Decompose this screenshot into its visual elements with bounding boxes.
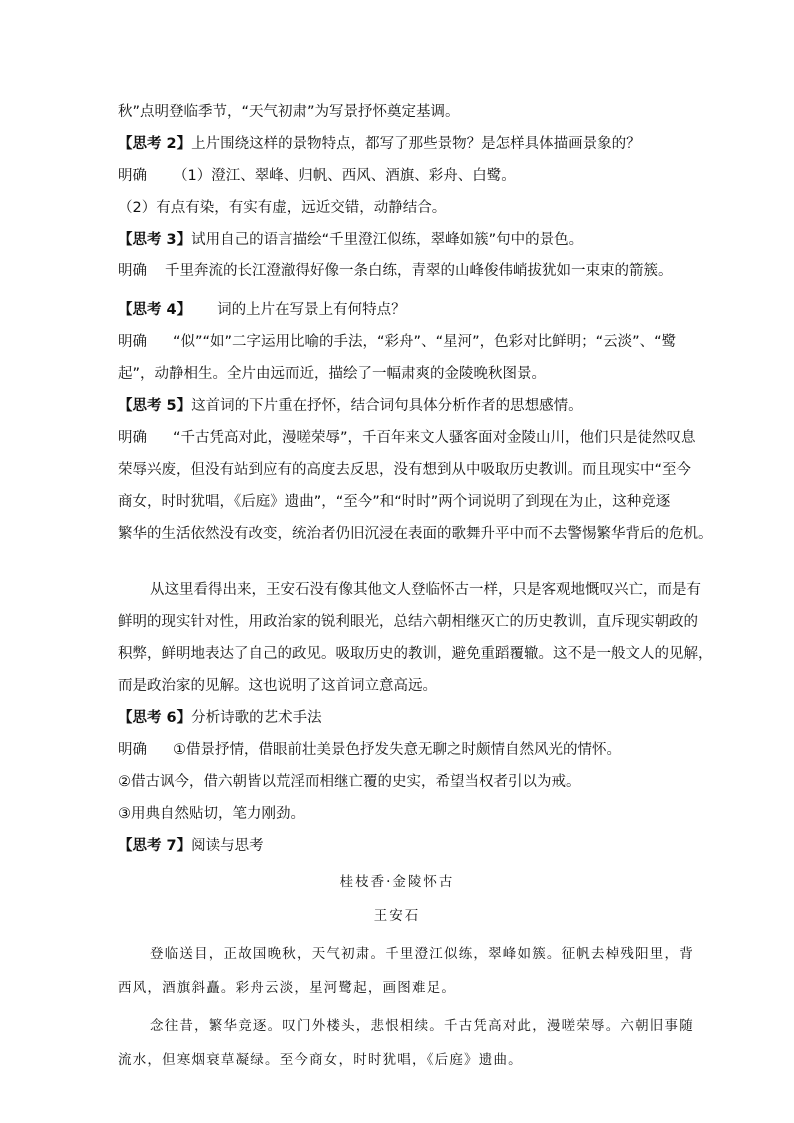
question-text: 阅读与思考 [191, 838, 264, 854]
question-5 [118, 396, 583, 416]
question-tag: 【思考 3】 [118, 232, 192, 248]
paragraph-line: ③用典自然贴切，笔力刚劲。 [118, 806, 305, 822]
answer-text: “千古凭高对此，漫嗟荣辱”，千百年来文人骚客面对金陵山川，他们只是徒然叹息 [173, 430, 696, 446]
question-text: 这首词的下片重在抒怀，结合词句具体分析作者的思想感情。 [191, 398, 583, 414]
answer-text: ①借景抒情，借眼前壮美景色抒发失意无聊之时颇情自然风光的情怀。 [173, 742, 621, 758]
answer-line [118, 428, 696, 448]
question-text: 分析诗歌的艺术手法 [191, 710, 322, 726]
answer-label: 明确 [118, 742, 147, 758]
answer-label: 明确 [118, 263, 147, 279]
poem-line: 流水，但寒烟衰草凝绿。至今商女，时时犹唱，《后庭》遗曲。 [118, 1052, 523, 1068]
poem-line: 念往昔，繁华竞逐。叹门外楼头，悲恨相续。千古凭高对此，漫嗟荣辱。六朝旧事随 [150, 1018, 694, 1034]
paragraph-line: 鲜明的现实针对性，用政治家的锐利眼光，总结六朝相继灭亡的历史教训，直斥现实朝政的 [118, 614, 698, 630]
question-2 [118, 134, 641, 154]
poem-line: 登临送目，正故国晚秋，天气初肃。千里澄江似练，翠峰如簇。征帆去棹残阳里，背 [150, 946, 694, 962]
question-3 [118, 230, 583, 250]
paragraph-line: 秋”点明登临季节，“天气初肃”为写景抒怀奠定基调。 [118, 104, 460, 120]
poem-title: 桂枝香·金陵怀古 [339, 874, 455, 890]
paragraph-line: 繁华的生活依然没有改变，统治者仍旧沉浸在表面的歌舞升平中而不去警惕繁华背后的危机。 [118, 526, 713, 542]
question-4 [118, 300, 406, 320]
answer-label: 明确 [118, 430, 147, 446]
question-tag: 【思考 7】 [118, 838, 192, 854]
answer-text: 千里奔流的长江澄澈得好像一条白练，青翠的山峰俊伟峭拔犹如一束束的箭簇。 [165, 263, 673, 279]
paragraph-line: 从这里看得出来，王安石没有像其他文人登临怀古一样，只是客观地慨叹兴亡，而是有 [150, 582, 701, 598]
paragraph-line: （2）有点有染，有实有虚，远近交错，动静结合。 [118, 200, 447, 216]
question-tag: 【思考 6】 [118, 710, 192, 726]
paragraph-line: 起”，动静相生。全片由远而近，描绘了一幅肃爽的金陵晚秋图景。 [118, 366, 547, 382]
paragraph-line: 商女，时时犹唱，《后庭》遗曲”，“至今”和“时时”两个词说明了到现在为止，这种竞逐 [118, 494, 671, 510]
question-text: 试用自己的语言描绘“千里澄江似练，翠峰如簇”句中的景色。 [191, 232, 584, 248]
answer-line [118, 740, 621, 760]
question-tag: 【思考 2】 [118, 136, 192, 152]
answer-label: 明确 [118, 334, 147, 350]
paragraph-line: ②借古讽今，借六朝皆以荒淫而相继亡覆的史实，希望当权者引以为戒。 [118, 774, 581, 790]
answer-line [118, 332, 676, 352]
answer-line [118, 261, 673, 281]
answer-label: 明确 [118, 168, 147, 184]
answer-line [118, 166, 516, 186]
poem-author: 王安石 [373, 908, 421, 924]
answer-text: （1）澄江、翠峰、归帆、西风、酒旗、彩舟、白鹭。 [173, 168, 516, 184]
poem-line: 西风，酒旗斜矗。彩舟云淡，星河鹭起，画图难足。 [118, 980, 457, 996]
answer-text: “似”“如”二字运用比喻的手法，“彩舟”、“星河”，色彩对比鲜明；“云淡”、“鹭 [173, 334, 677, 350]
question-tag: 【思考 5】 [118, 398, 192, 414]
paragraph-line: 荣辱兴废，但没有站到应有的高度去反思，没有想到从中吸取历史教训。而且现实中“至今 [118, 462, 692, 478]
question-text: 词的上片在写景上有何特点？ [217, 302, 406, 318]
question-text: 上片围绕这样的景物特点，都写了那些景物？是怎样具体描画景象的？ [191, 136, 641, 152]
question-tag: 【思考 4】 [118, 302, 192, 318]
paragraph-line: 积弊，鲜明地表达了自己的政见。吸取历史的教训，避免重蹈覆辙。这不是一般文人的见解， [118, 646, 713, 662]
paragraph-line: 而是政治家的见解。这也说明了这首词立意高远。 [118, 678, 437, 694]
question-7 [118, 836, 264, 856]
question-6 [118, 708, 322, 728]
